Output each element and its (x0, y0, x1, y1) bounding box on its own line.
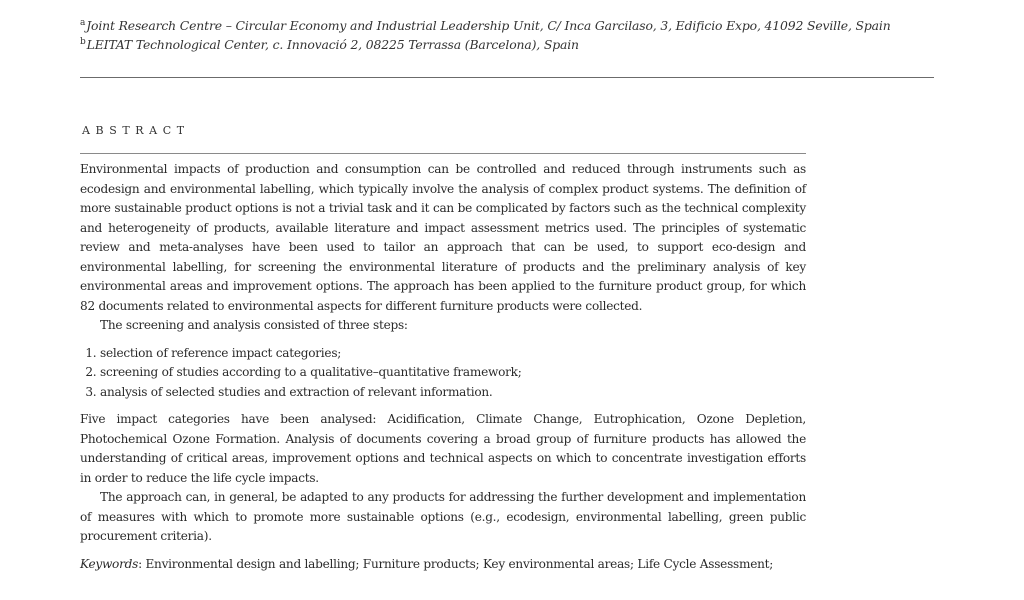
abstract-paragraph: Five impact categories have been analysed: Acidification, Climate Change, Eutrophication, Ozone Depletion, Photochemical Ozone Formation. Analysis of documents covering a broad group of furniture products has allowed the understanding of critical areas, improvement options and technical aspects on which to concentrate investigation efforts in order to reduce the life cycle impacts. (80, 412, 806, 485)
affiliation-b (80, 37, 579, 52)
affiliation-text: LEITAT Technological Center, c. Innovació 2, 08225 Terrassa (Barcelona), Spain (86, 37, 579, 52)
keywords-text: : Environmental design and labelling; Furniture products; Key environmental areas; Life Cycle Assessment; (138, 556, 774, 571)
affiliation-a (80, 18, 891, 33)
affiliation-mark: b (80, 37, 86, 47)
abstract-heading: ABSTRACT (82, 124, 190, 137)
keywords (80, 555, 806, 575)
list-item: 2. screening of studies according to a qualitative–quantitative framework; (100, 363, 806, 383)
affiliation-mark: a (80, 18, 86, 28)
list-item: 1. selection of reference impact categories; (100, 344, 806, 364)
abstract-paragraph: The screening and analysis consisted of three steps: (100, 318, 408, 332)
list-item: 3. analysis of selected studies and extraction of relevant information. (100, 383, 806, 403)
steps-list (80, 344, 806, 403)
abstract-body (80, 160, 806, 574)
abstract-paragraph: Environmental impacts of production and consumption can be controlled and reduced through instruments such as ecodesign and environmental labelling, which typically involve the analysis of complex product systems. The definition of more sustainable product options is not a trivial task and it can be complicated by factors such as the technical complexity and heterogeneity of products, available literature and impact assessment metrics used. The principles of systematic review and meta-analyses have been used to tailor an approach that can be used, to support eco-design and environmental labelling, for screening the environmental literature of products and the preliminary analysis of key environmental areas and improvement options. The approach has been applied to the furniture product group, for which 82 documents related to environmental aspects for different furniture products were collected. (80, 162, 806, 313)
header-divider (80, 77, 934, 78)
title-cropped (80, 0, 780, 2)
affiliation-text: Joint Research Centre – Circular Economy and Industrial Leadership Unit, C/ Inca Garcilaso, 3, Edificio Expo, 41092 Seville, Spain (86, 18, 891, 33)
abstract-divider (80, 153, 806, 154)
abstract-paragraph: The approach can, in general, be adapted to any products for addressing the further development and implementation of measures with which to promote more sustainable options (e.g., ecodesign, environmental labelling, green public procurement criteria). (80, 490, 806, 543)
keywords-label: Keywords (80, 556, 139, 571)
